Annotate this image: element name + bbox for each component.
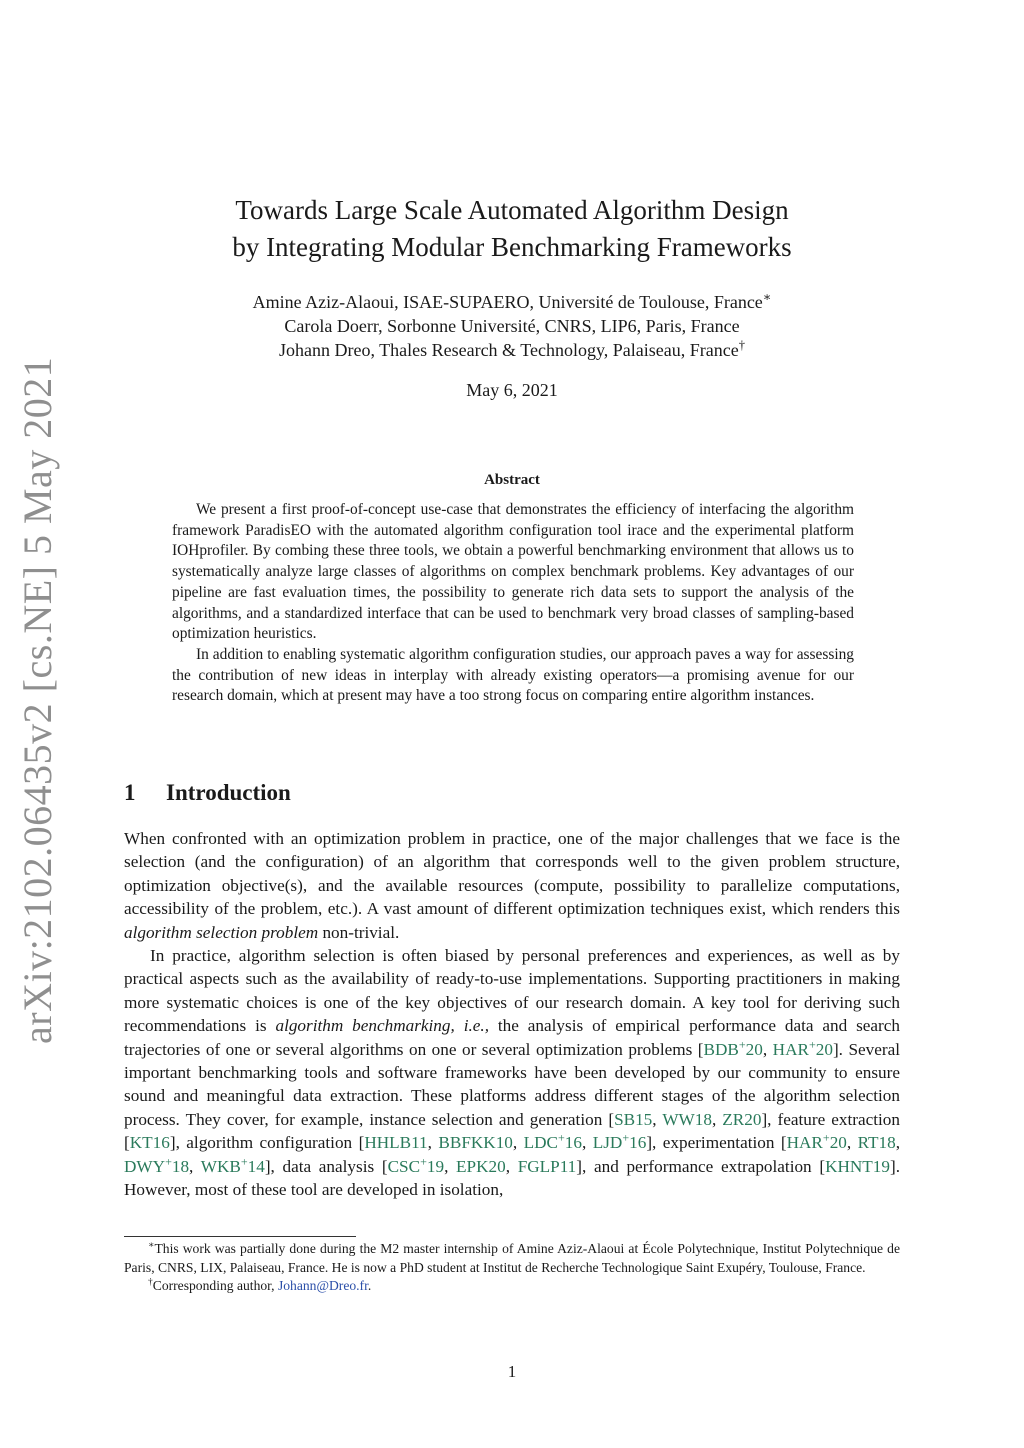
citation-link[interactable]: HHLB11 — [364, 1133, 428, 1153]
text-run: When confronted with an optimization problem in practice, one of the major challenges that we face is the selection (and the configuration) of an algorithm that corresponds well to the given problem structure, optimization objective(s), and the available resources (compute, possibility to parallelize computations, accessibility of the problem, etc.). A vast amount of different optimization techniques exist, which renders this — [124, 829, 900, 919]
text-run: , — [846, 1133, 858, 1153]
text-run: ], algorithm configuration [ — [169, 1133, 365, 1153]
text-run: ], data analysis [ — [264, 1156, 388, 1176]
citation-link[interactable]: 14 — [247, 1156, 265, 1176]
text-run: , — [895, 1133, 901, 1153]
citation-link[interactable]: LDC — [523, 1133, 558, 1153]
citation-link[interactable]: 20 — [829, 1133, 847, 1153]
citation-link[interactable]: LJD — [592, 1133, 623, 1153]
text-run: , — [505, 1156, 518, 1176]
citation-link[interactable]: + — [738, 1036, 746, 1051]
citation-link[interactable]: + — [240, 1153, 248, 1168]
email-link[interactable]: Johann@Dreo.fr — [277, 1278, 368, 1293]
citation-link[interactable]: DWY — [124, 1156, 166, 1176]
section-number: 1 — [124, 780, 136, 805]
citation-link[interactable]: WKB — [200, 1156, 241, 1176]
text-run: ]. Several important benchmarking tools and software frameworks have been developed by our community to ensure sound and meaningful data extraction. These platforms address different stages of the algorithm selection process. They cover, for example, instance selection and generation [ — [124, 1039, 900, 1129]
page-number: 1 — [507, 1362, 517, 1381]
citation-link[interactable]: + — [558, 1130, 565, 1145]
introduction-body — [124, 827, 900, 1202]
author-line — [120, 314, 904, 338]
emphasized-term: algorithm selection problem — [124, 922, 319, 942]
text-run: ], and performance extrapolation [ — [576, 1156, 826, 1176]
footnote — [124, 1240, 900, 1277]
paper-title — [120, 192, 904, 266]
citation-link[interactable]: BDB — [703, 1039, 739, 1059]
section-title: Introduction — [166, 780, 291, 805]
title-line-1: Towards Large Scale Automated Algorithm Design — [235, 195, 789, 225]
text-run: non-trivial. — [318, 922, 400, 942]
author-affiliation: Amine Aziz-Alaoui, ISAE-SUPAERO, Université de Toulouse, France — [252, 292, 763, 312]
citation-link[interactable]: BBFKK10 — [438, 1133, 513, 1153]
citation-link[interactable]: 16 — [629, 1133, 647, 1153]
body-paragraph — [124, 944, 900, 1201]
text-run: , — [427, 1133, 439, 1153]
text-run: the analysis of empirical performance data and search trajectories of one or several algorithms on one or several optimization problems [ — [124, 1016, 900, 1059]
citation-link[interactable]: RT18 — [857, 1133, 896, 1153]
author-list — [120, 290, 904, 362]
citation-link[interactable]: HAR — [772, 1039, 809, 1059]
citation-link[interactable]: + — [622, 1130, 630, 1145]
footnote-marker: ∗ — [148, 1240, 155, 1251]
footnotes — [124, 1240, 900, 1296]
abstract-paragraph: We present a first proof-of-concept use-case that demonstrates the efficiency of interfacing the algorithm framework ParadisEO with the automated algorithm configuration tool irace and the experimental platform IOHprofiler. By combing these three tools, we obtain a powerful benchmarking environment that allows us to systematically analyze large classes of algorithms on complex benchmark problems. Key advantages of our pipeline are fast evaluation times, the possibility to generate rich data sets to support the analysis of the algorithms, and a standardized interface that can be used to benchmark very broad classes of sampling-based optimization heuristics. — [172, 501, 854, 643]
citation-link[interactable]: + — [420, 1153, 427, 1168]
author-line — [120, 290, 904, 314]
text-run: In practice, algorithm selection is often biased by personal preferences and experiences, as well as by practical aspects such as the availability of ready-to-use implementations. Supporting practitioners in making more systematic choices is one of the key objectives of our research domain. A key tool for deriving such recommendations is — [124, 946, 900, 1036]
text-run: , — [711, 1109, 723, 1129]
section-heading — [124, 780, 291, 806]
publication-date: May 6, 2021 — [466, 380, 558, 400]
body-paragraph — [124, 827, 900, 944]
citation-link[interactable]: 16 — [564, 1133, 582, 1153]
citation-link[interactable]: FGLP11 — [517, 1156, 577, 1176]
citation-link[interactable]: KHNT19 — [825, 1156, 890, 1176]
citation-link[interactable]: CSC — [387, 1156, 421, 1176]
author-line — [120, 338, 904, 362]
citation-link[interactable]: EPK20 — [456, 1156, 506, 1176]
citation-link[interactable]: + — [808, 1036, 816, 1051]
citation-link[interactable]: HAR — [786, 1133, 823, 1153]
citation-link[interactable]: ZR20 — [722, 1109, 762, 1129]
citation-link[interactable]: 19 — [426, 1156, 445, 1176]
text-run: ], experimentation [ — [646, 1133, 787, 1153]
citation-link[interactable]: WW18 — [662, 1109, 712, 1129]
footnote-marker: † — [738, 338, 746, 352]
citation-link[interactable]: + — [822, 1130, 830, 1145]
author-affiliation: Johann Dreo, Thales Research & Technology, Palaiseau, France — [278, 340, 739, 360]
text-run: , — [189, 1156, 201, 1176]
footnote-rule — [124, 1236, 356, 1237]
abstract-heading: Abstract — [484, 472, 540, 488]
text-run: , — [512, 1133, 524, 1153]
author-affiliation: Carola Doerr, Sorbonne Université, CNRS, LIP6, Paris, France — [284, 316, 740, 336]
citation-link[interactable]: 20 — [745, 1039, 763, 1059]
footnote-marker: ∗ — [762, 290, 772, 304]
arxiv-identifier-stamp: arXiv:2102.06435v2 [cs.NE] 5 May 2021 — [15, 356, 60, 1044]
text-run: ]. However, most of these tool are developed in isolation, — [124, 1156, 901, 1200]
footnote-text: This work was partially done during the M2 master internship of Amine Aziz-Alaoui at École Polytechnique, Institut Polytechnique de Paris, CNRS, LIX, Palaiseau, France. He is now a PhD student at Institut de Recherche Technologique Saint Exupéry, Toulouse, France. — [124, 1241, 900, 1275]
abstract-body — [172, 500, 854, 707]
citation-link[interactable]: 20 — [815, 1039, 833, 1059]
citation-link[interactable]: + — [165, 1153, 172, 1168]
text-run: , — [652, 1109, 663, 1129]
title-line-2: by Integrating Modular Benchmarking Frameworks — [232, 232, 792, 262]
text-run: , — [581, 1133, 593, 1153]
footnote-marker: † — [148, 1277, 153, 1288]
emphasized-term: algorithm benchmarking, i.e., — [275, 1016, 489, 1036]
citation-link[interactable]: 18 — [171, 1156, 190, 1176]
citation-link[interactable]: KT16 — [129, 1133, 170, 1153]
text-run: , — [444, 1156, 457, 1176]
footnote-text: Corresponding author, — [152, 1278, 278, 1293]
text-run: , — [762, 1039, 773, 1059]
text-run: ], feature extraction [ — [124, 1109, 900, 1153]
footnote-end: . — [367, 1278, 372, 1293]
footnote — [124, 1277, 900, 1296]
citation-link[interactable]: SB15 — [614, 1109, 653, 1129]
abstract-paragraph: In addition to enabling systematic algorithm configuration studies, our approach paves a way for assessing the contribution of new ideas in interplay with already existing operators—a promising avenue for our research domain, which at present may have a too strong focus on comparing entire algorithm instances. — [172, 645, 854, 705]
